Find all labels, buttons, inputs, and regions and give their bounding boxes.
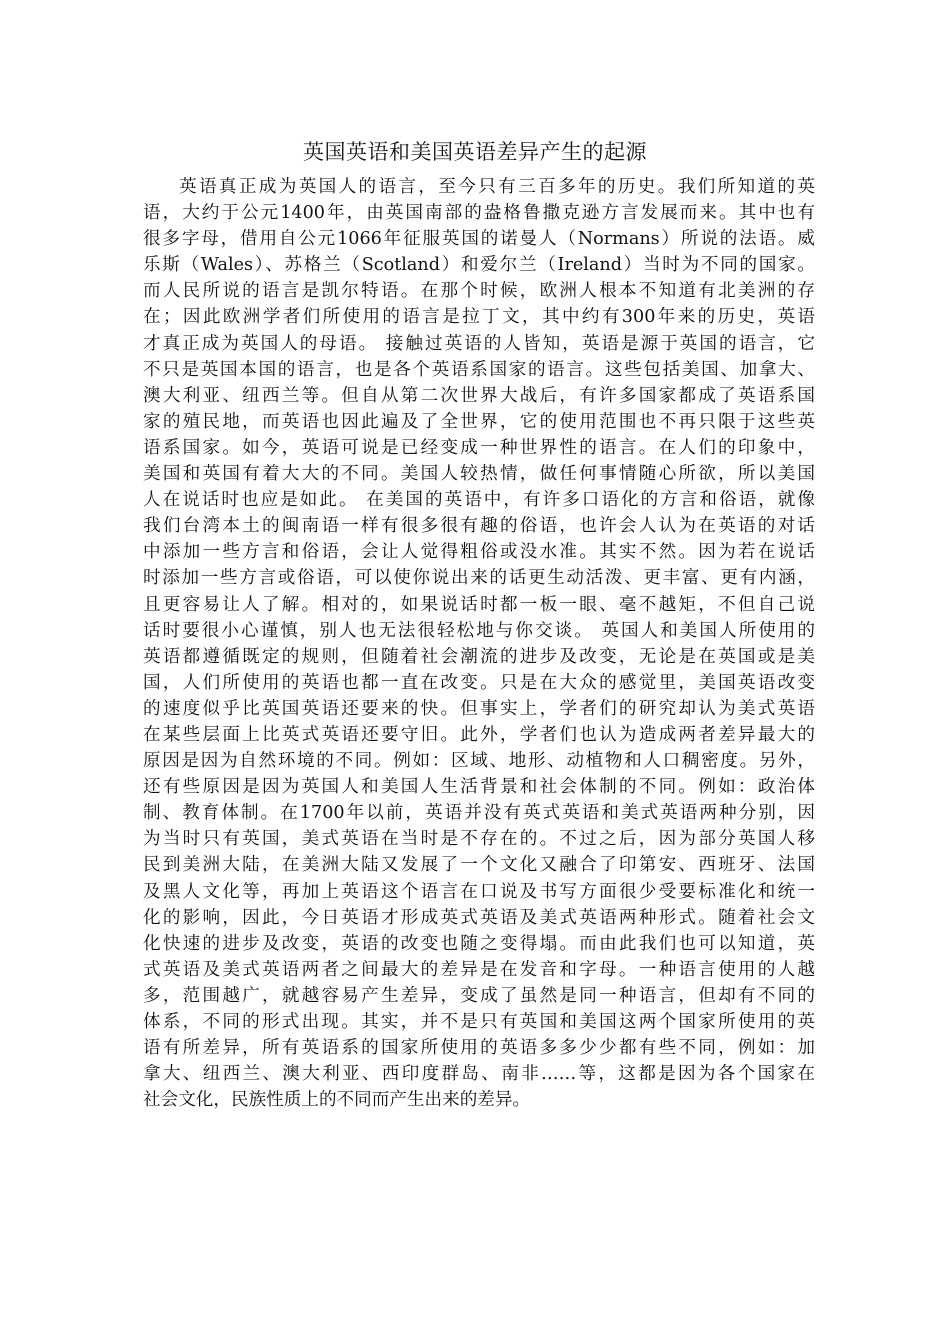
body-line: 澳大利亚、纽西兰等。但自从第二次世界大战后，有许多国家都成了英语系国	[143, 385, 815, 406]
body-line: 化快速的进步及改变，英语的改变也随之变得塌。而由此我们也可以知道，英	[143, 933, 815, 954]
body-line: 社会文化，民族性质上的不同而产生出来的差异。	[143, 1090, 531, 1111]
document-title: 英国英语和美国英语差异产生的起源	[303, 140, 647, 164]
body-line: 原因是因为自然环境的不同。例如：区域、地形、动植物和人口稠密度。另外，	[143, 751, 815, 772]
body-line: 话时要很小心谨慎，别人也无法很轻松地与你交谈。 英国人和美国人所使用的	[143, 620, 815, 641]
body-line: 语系国家。如今，英语可说是已经变成一种世界性的语言。在人们的印象中，	[143, 437, 815, 458]
body-line: 多，范围越广，就越容易产生差异，变成了虽然是同一种语言，但却有不同的	[143, 985, 815, 1006]
body-line: 家的殖民地，而英语也因此遍及了全世界，它的使用范围也不再只限于这些英	[143, 411, 815, 432]
body-line: 拿大、纽西兰、澳大利亚、西印度群岛、南非……等，这都是因为各个国家在	[143, 1064, 815, 1085]
body-line: 体系，不同的形式出现。其实，并不是只有英国和美国这两个国家所使用的英	[143, 1012, 815, 1032]
body-line: 制、教育体制。在1700年以前，英语并没有英式英语和美式英语两种分别，因	[143, 803, 815, 824]
body-line: 美国和英国有着大大的不同。美国人较热情，做任何事情随心所欲，所以美国	[143, 464, 815, 485]
body-line: 及黑人文化等，再加上英语这个语言在口说及书写方面很少受要标准化和统一	[143, 881, 815, 902]
document-body	[143, 174, 815, 1113]
body-line: 而人民所说的语言是凯尔特语。在那个时候，欧洲人根本不知道有北美洲的存	[143, 281, 815, 302]
body-line: 语有所差异，所有英语系的国家所使用的英语多多少少都有些不同，例如：加	[143, 1038, 815, 1059]
body-line: 式英语及美式英语两者之间最大的差异是在发音和字母。一种语言使用的人越	[143, 959, 815, 980]
body-line: 的速度似乎比英国英语还要来的快。但事实上，学者们的研究却认为美式英语	[143, 698, 815, 719]
body-line: 国，人们所使用的英语也都一直在改变。只是在大众的感觉里，美国英语改变	[143, 672, 815, 693]
body-line: 人在说话时也应是如此。 在美国的英语中，有许多口语化的方言和俗语，就像	[143, 490, 815, 511]
body-line: 中添加一些方言和俗语，会让人觉得粗俗或没水准。其实不然。因为若在说话	[143, 542, 815, 563]
body-line: 民到美洲大陆，在美洲大陆又发展了一个文化又融合了印第安、西班牙、法国	[143, 855, 815, 876]
body-line: 英语真正成为英国人的语言，至今只有三百多年的历史。我们所知道的英	[179, 177, 815, 197]
body-line: 且更容易让人了解。相对的，如果说话时都一板一眼、毫不越矩，不但自己说	[143, 594, 815, 615]
body-line: 才真正成为英国人的母语。 接触过英语的人皆知，英语是源于英国的语言，它	[143, 333, 815, 354]
body-line: 化的影响，因此，今日英语才形成英式英语及美式英语两种形式。随着社会文	[143, 907, 815, 928]
body-line: 英语都遵循既定的规则，但随着社会潮流的进步及改变，无论是在英国或是美	[143, 646, 815, 667]
body-line: 还有些原因是因为英国人和美国人生活背景和社会体制的不同。例如：政治体	[143, 777, 815, 798]
body-line: 不只是英国本国的语言，也是各个英语系国家的语言。这些包括美国、加拿大、	[143, 359, 815, 380]
body-line: 我们台湾本土的闽南语一样有很多很有趣的俗语，也许会人认为在英语的对话	[143, 516, 815, 537]
body-line: 语，大约于公元1400年，由英国南部的盎格鲁撒克逊方言发展而来。其中也有	[143, 203, 815, 224]
body-line: 乐斯（Wales）、苏格兰（Scotland）和爱尔兰（Ireland）当时为不同的国家。	[143, 255, 815, 276]
body-line: 很多字母，借用自公元1066年征服英国的诺曼人（Normans）所说的法语。威	[143, 229, 815, 250]
body-line: 在某些层面上比英式英语还要守旧。此外，学者们也认为造成两者差异最大的	[143, 724, 815, 745]
body-line: 时添加一些方言或俗语，可以使你说出来的话更生动活泼、更丰富、更有内涵，	[143, 568, 815, 589]
body-line: 为当时只有英国，美式英语在当时是不存在的。不过之后，因为部分英国人移	[143, 829, 815, 850]
body-line: 在；因此欧洲学者们所使用的语言是拉丁文，其中约有300年来的历史，英语	[143, 307, 815, 328]
